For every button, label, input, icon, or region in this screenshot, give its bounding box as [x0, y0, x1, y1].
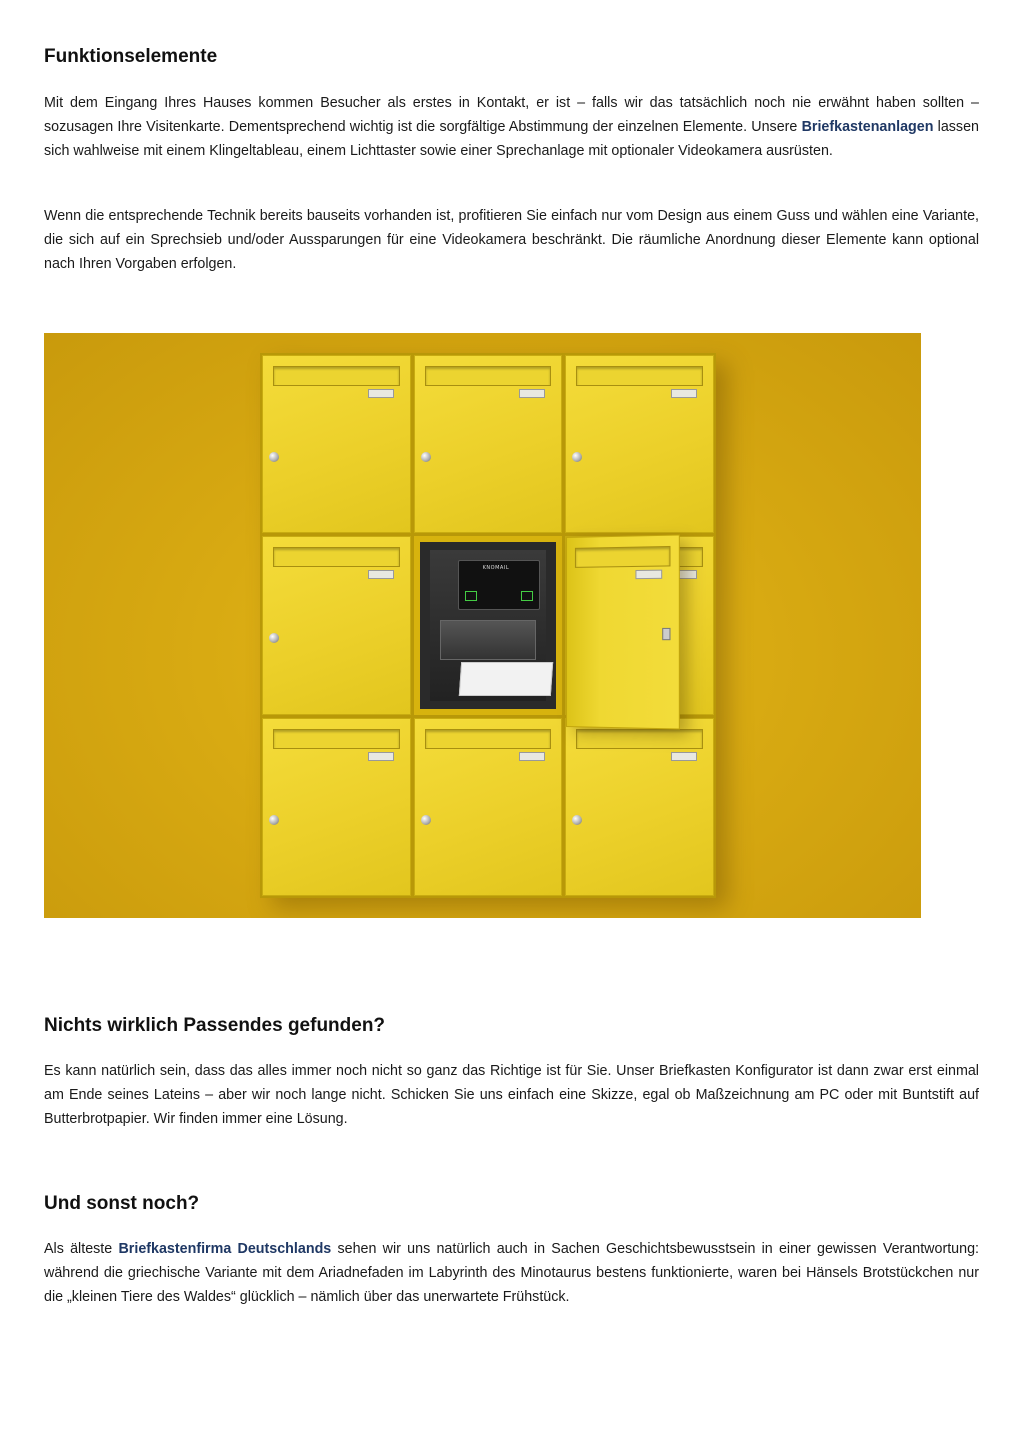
mailbox-compartment: [565, 355, 714, 533]
mail-slot: [425, 366, 552, 386]
lock-icon: [269, 633, 279, 643]
lock-icon: [572, 815, 582, 825]
mailbox-compartment: [414, 718, 563, 896]
paragraph-intro: [44, 91, 979, 163]
mailbox-compartment: [414, 355, 563, 533]
nameplate: [519, 389, 545, 398]
lock-icon: [269, 815, 279, 825]
mail-slot: [273, 366, 400, 386]
nameplate: [368, 752, 394, 761]
mail-slot: [273, 547, 400, 567]
mail-slot: [576, 366, 703, 386]
parcel-compartment-open: [414, 536, 563, 714]
device-screen: [458, 560, 540, 610]
heading-und-sonst-noch: Und sonst noch?: [44, 1193, 200, 1214]
nameplate: [671, 752, 697, 761]
mail-slot: [425, 729, 552, 749]
heading-nichts-passendes: Nichts wirklich Passendes gefunden?: [44, 1015, 386, 1036]
mail-slot: [273, 729, 400, 749]
device-tray: [440, 620, 537, 660]
mailbox-compartment: [262, 355, 411, 533]
link-briefkastenfirma-deutschlands[interactable]: Briefkastenfirma Deutschlands: [118, 1241, 332, 1257]
paper-sheet: [458, 662, 552, 696]
paragraph-technik: Wenn die entsprechende Technik bereits bauseits vorhanden ist, profitieren Sie einfach nur vom Design aus einem Guss und wählen eine Variante, die sich auf ein Sprechsieb und/oder Aussparungen für eine Videokamera beschränkt. Die räumliche Anordnung dieser Elemente kann optional nach Ihren Vorgaben erfolgen.: [44, 208, 979, 272]
open-door: [566, 534, 680, 729]
lock-icon: [421, 815, 431, 825]
nameplate: [635, 570, 662, 580]
nameplate: [368, 389, 394, 398]
paragraph-geschichte: [44, 1237, 979, 1309]
device-brand-label: KNOMAIL: [482, 565, 510, 572]
screen-button-icon: [521, 591, 533, 601]
lock-icon: [421, 452, 431, 462]
paragraph-geschichte-text-b: sehen wir uns natürlich auch in Sachen Geschichtsbewusstsein in einer gewissen Verantwortung: während die griechische Variante mit dem Ariadnefaden im Labyrinth des Minotaurus bestens funktionierte, waren bei Hänsels Brotstückchen nur die „kleinen Tiere des Waldes“ glücklich – nämlich über das unerwartete Frühstück.: [44, 1241, 979, 1305]
door-lock-icon: [662, 628, 670, 640]
screen-button-icon: [465, 591, 477, 601]
mail-slot: [575, 546, 671, 568]
mailbox-compartment: [262, 536, 411, 714]
lock-icon: [269, 452, 279, 462]
lock-icon: [572, 452, 582, 462]
mailbox-compartment: [262, 718, 411, 896]
paragraph-konfigurator: Es kann natürlich sein, dass das alles immer noch nicht so ganz das Richtige ist für Sie. Unser Briefkasten Konfigurator ist dann zwar erst einmal am Ende seines Lateins – aber wir noch lange nicht. Schicken Sie uns einfach eine Skizze, egal ob Maßzeichnung am PC oder mit Buntstift auf Butterbrotpapier. Wir finden immer eine Lösung.: [44, 1063, 979, 1127]
parcel-device: [430, 550, 547, 700]
nameplate: [368, 570, 394, 579]
nameplate: [671, 389, 697, 398]
mailbox-compartment: [565, 718, 714, 896]
heading-funktionselemente: Funktionselemente: [44, 46, 218, 67]
paragraph-intro-text-a: Mit dem Eingang Ihres Hauses kommen Besucher als erstes in Kontakt, er ist – falls wir das tatsächlich noch nie erwähnt haben sollten – sozusagen Ihre Visitenkarte. Dementsprechend wichtig ist die sorgfältige Abstimmung der einzelnen Elemente. Unsere: [44, 95, 979, 135]
link-briefkastenanlagen[interactable]: Briefkastenanlagen: [801, 119, 934, 135]
paragraph-geschichte-text-a: Als älteste: [44, 1241, 119, 1257]
paragraph-intro-text-b: lassen sich wahlweise mit einem Klingeltableau, einem Lichttaster sowie einer Sprechanlage mit optionaler Videokamera ausrüsten.: [44, 119, 979, 159]
mailbox-photo: [44, 333, 921, 918]
nameplate: [519, 752, 545, 761]
mail-slot: [576, 729, 703, 749]
